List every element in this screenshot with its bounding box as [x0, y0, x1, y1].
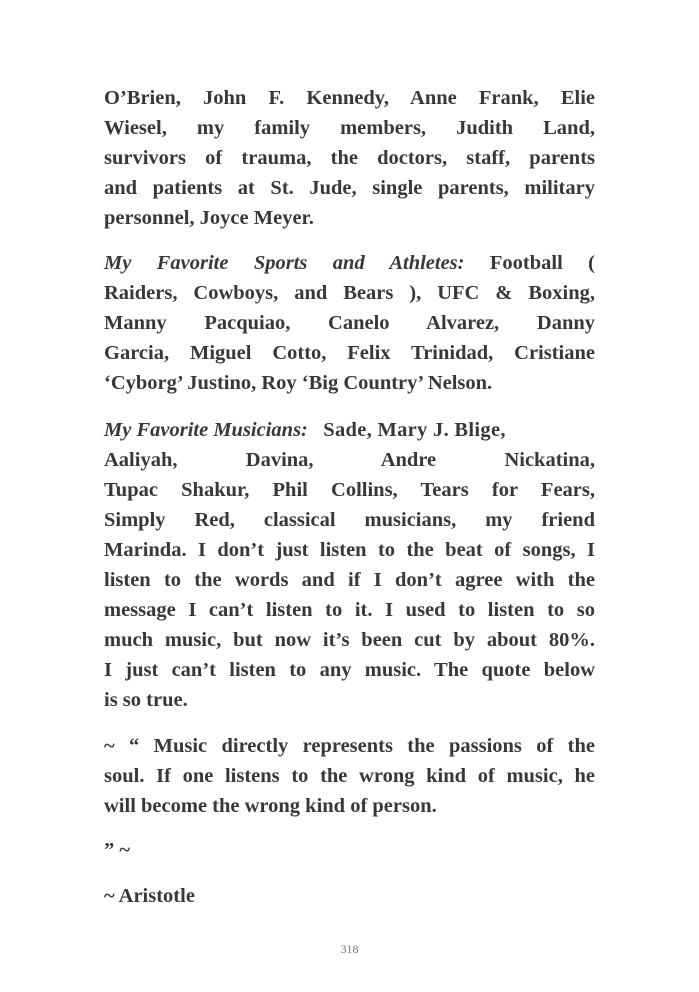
text-line: listen to the words and if I don’t agree with the	[104, 569, 595, 591]
text-line: Tupac Shakur, Phil Collins, Tears for Fears,	[104, 479, 595, 501]
text-line: I just can’t listen to any music. The quote below	[104, 659, 595, 681]
paragraph-musicians	[104, 415, 595, 715]
text-line: message I can’t listen to it. I used to listen to so	[104, 599, 595, 621]
text-line: O’Brien, John F. Kennedy, Anne Frank, Elie	[104, 87, 595, 109]
text-line: Wiesel, my family members, Judith Land,	[104, 117, 595, 139]
text-fragment: Football (	[489, 252, 595, 274]
section-label: My Favorite Sports and Athletes:	[104, 252, 465, 274]
text-line: Garcia, Miguel Cotto, Felix Trinidad, Cristiane	[104, 342, 595, 364]
text-line: Marinda. I don’t just listen to the beat of songs, I	[104, 539, 595, 561]
quote-block	[104, 731, 595, 821]
text-line: soul. If one listens to the wrong kind of music, he	[104, 765, 595, 787]
text-fragment: Sade, Mary J. Blige,	[323, 419, 506, 441]
text-line: Aaliyah, Davina, Andre Nickatina,	[104, 449, 595, 471]
paragraph-sports	[104, 248, 595, 398]
text-line: much music, but now it’s been cut by about 80%.	[104, 629, 595, 651]
quote-close: ” ~	[104, 839, 131, 861]
text-line: is so true.	[104, 689, 188, 711]
text-line	[104, 415, 595, 445]
paragraph-influences	[104, 83, 595, 233]
page-number: 318	[340, 942, 359, 956]
section-label: My Favorite Musicians:	[104, 419, 308, 441]
text-line: Simply Red, classical musicians, my friend	[104, 509, 595, 531]
text-line: and patients at St. Jude, single parents, military	[104, 177, 595, 199]
quote-attribution: ~ Aristotle	[104, 885, 195, 907]
text-line: ~ “ Music directly represents the passions of the	[104, 735, 595, 757]
text-line: Raiders, Cowboys, and Bears ), UFC & Boxing,	[104, 282, 595, 304]
text-line: survivors of trauma, the doctors, staff, parents	[104, 147, 595, 169]
page-body	[104, 83, 595, 911]
text-line: ‘Cyborg’ Justino, Roy ‘Big Country’ Nelson.	[104, 372, 493, 394]
text-line: personnel, Joyce Meyer.	[104, 207, 314, 229]
text-line: Manny Pacquiao, Canelo Alvarez, Danny	[104, 312, 595, 334]
text-line	[104, 248, 595, 278]
text-line: will become the wrong kind of person.	[104, 795, 437, 817]
